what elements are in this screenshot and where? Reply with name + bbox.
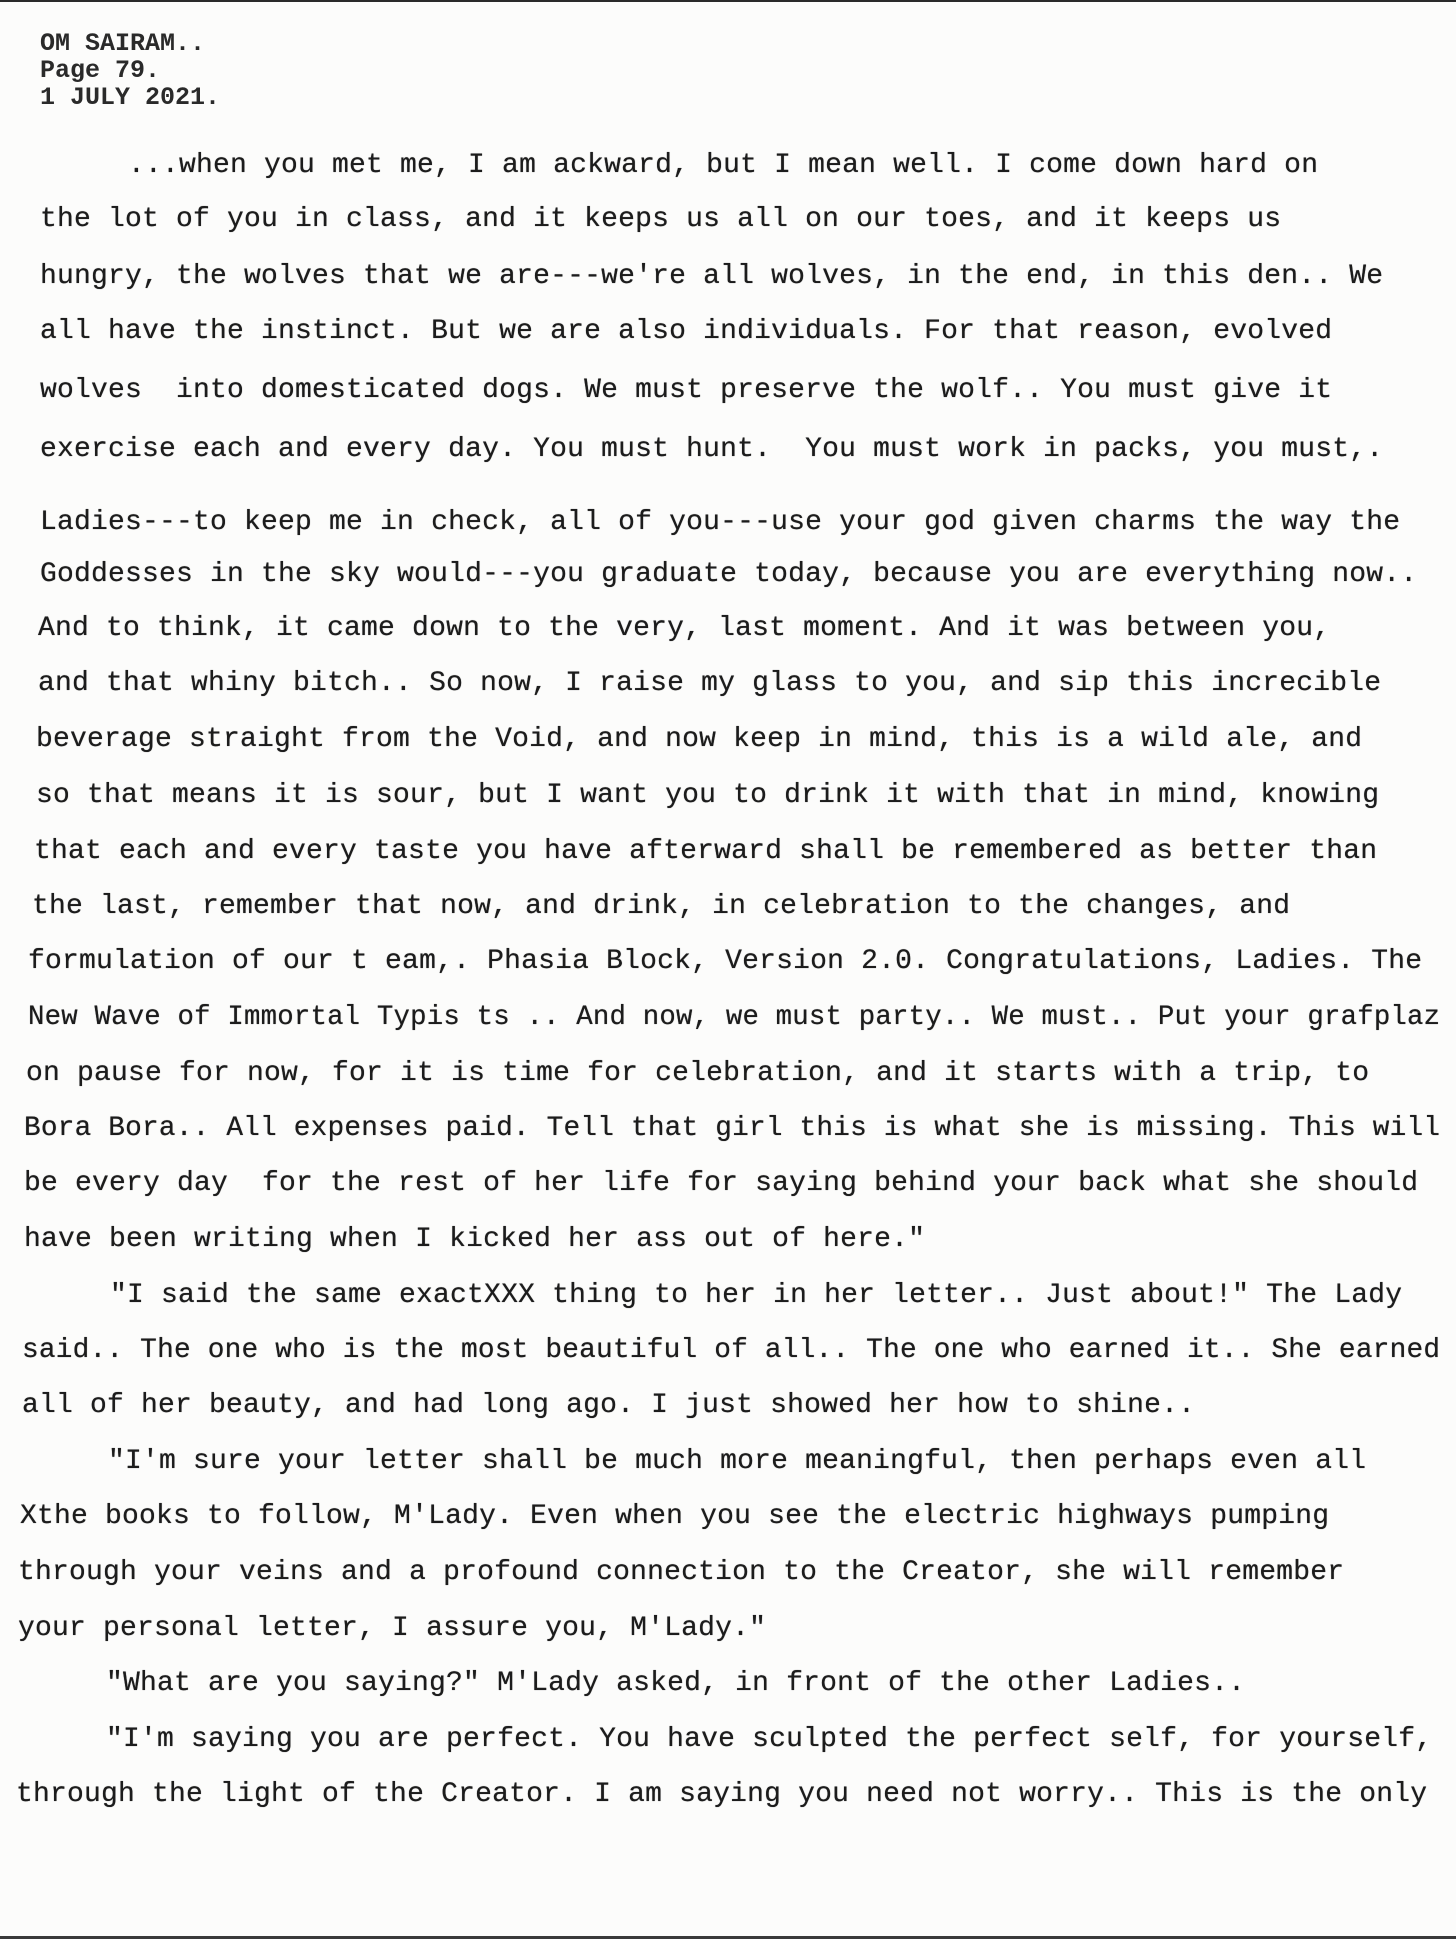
text-line: all have the instinct. But we are also individuals. For that reason, evolved	[40, 316, 1333, 347]
text-line: "I'm sure your letter shall be much more meaningful, then perhaps even all	[108, 1446, 1367, 1477]
text-line: that each and every taste you have afterward shall be remembered as better than	[34, 836, 1378, 867]
text-line: your personal letter, I assure you, M'Lady."	[18, 1613, 767, 1644]
text-line: New Wave of Immortal Typis ts .. And now, we must party.. We must.. Put your grafplaz	[28, 1002, 1441, 1033]
header-invocation: OM SAIRAM..	[40, 29, 206, 58]
text-line: ...when you met me, I am ackward, but I mean well. I come down hard on	[128, 150, 1319, 181]
text-line: the last, remember that now, and drink, in celebration to the changes, and	[32, 891, 1291, 922]
text-line: have been writing when I kicked her ass out of here."	[24, 1224, 926, 1255]
text-line: hungry, the wolves that we are---we're all wolves, in the end, in this den.. We	[40, 261, 1384, 292]
page-body-text	[0, 2, 1456, 1941]
text-line: the lot of you in class, and it keeps us all on our toes, and it keeps us	[40, 204, 1282, 235]
text-line: beverage straight from the Void, and now keep in mind, this is a wild ale, and	[36, 724, 1363, 755]
text-line: exercise each and every day. You must hunt. You must work in packs, you must,.	[40, 434, 1384, 465]
header-page-number: Page 79.	[40, 56, 161, 85]
text-line: wolves into domesticated dogs. We must preserve the wolf.. You must give it	[40, 375, 1333, 406]
text-line: through your veins and a profound connection to the Creator, she will remember	[18, 1557, 1345, 1588]
text-line: "What are you saying?" M'Lady asked, in front of the other Ladies..	[106, 1668, 1246, 1699]
text-line: and that whiny bitch.. So now, I raise my glass to you, and sip this increcible	[38, 668, 1382, 699]
text-line: so that means it is sour, but I want you to drink it with that in mind, knowing	[36, 780, 1380, 811]
text-line: Xthe books to follow, M'Lady. Even when you see the electric highways pumping	[20, 1501, 1330, 1532]
header-date: 1 JULY 2021.	[40, 83, 221, 112]
text-line: "I said the same exactXXX thing to her in her letter.. Just about!" The Lady	[110, 1280, 1403, 1311]
text-line: "I'm saying you are perfect. You have sculpted the perfect self, for yourself,	[106, 1724, 1433, 1755]
text-line: said.. The one who is the most beautiful of all.. The one who earned it.. She earned	[22, 1335, 1441, 1366]
text-line: on pause for now, for it is time for celebration, and it starts with a trip, to	[26, 1058, 1370, 1089]
text-line: Ladies---to keep me in check, all of you---use your god given charms the way the	[40, 507, 1401, 538]
text-line: through the light of the Creator. I am saying you need not worry.. This is the only	[16, 1779, 1428, 1810]
text-line: Goddesses in the sky would---you graduate today, because you are everything now..	[40, 559, 1418, 590]
text-line: Bora Bora.. All expenses paid. Tell that girl this is what she is missing. This will	[24, 1113, 1441, 1144]
text-line: all of her beauty, and had long ago. I just showed her how to shine..	[22, 1390, 1196, 1421]
text-line: And to think, it came down to the very, last moment. And it was between you,	[38, 613, 1331, 644]
text-line: be every day for the rest of her life for saying behind your back what she should	[24, 1168, 1419, 1199]
text-line: formulation of our t eam,. Phasia Block, Version 2.0. Congratulations, Ladies. The	[28, 946, 1423, 977]
